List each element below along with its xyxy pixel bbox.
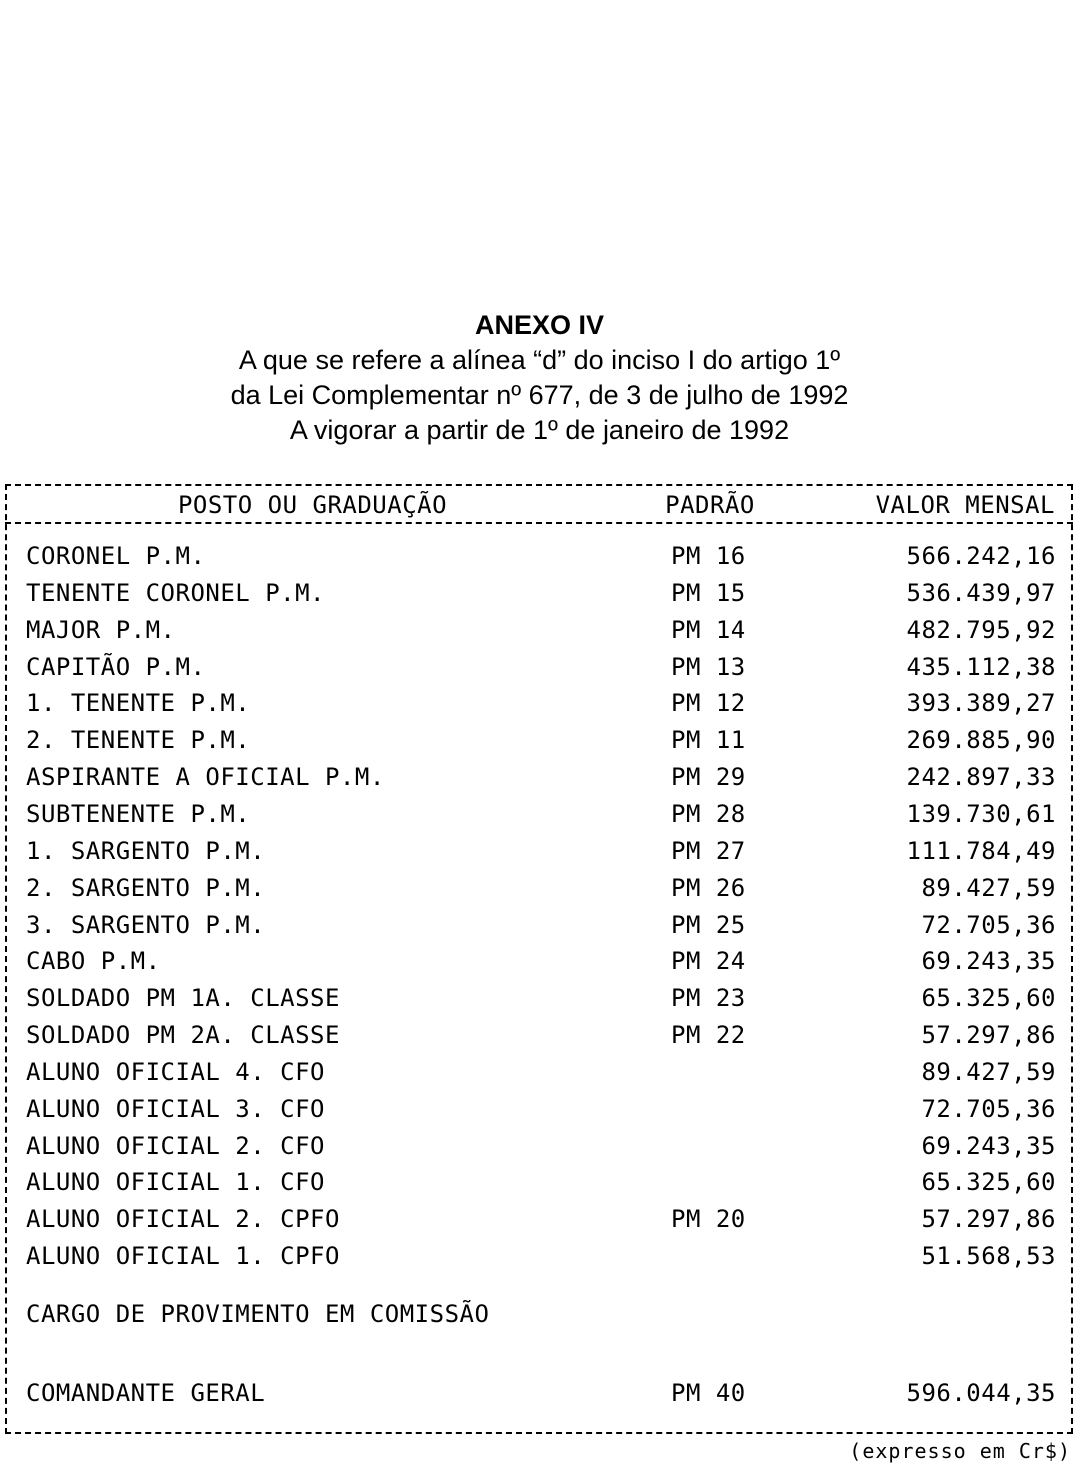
row-padrao: PM 27 <box>671 836 746 865</box>
section-label: CARGO DE PROVIMENTO EM COMISSÃO <box>26 1300 490 1328</box>
table-row <box>0 1054 1079 1090</box>
table-row <box>0 1375 1079 1411</box>
row-valor: 51.568,53 <box>921 1242 1056 1271</box>
table-row <box>0 575 1079 611</box>
row-posto: 2. TENENTE P.M. <box>26 726 251 755</box>
row-posto: 3. SARGENTO P.M. <box>26 910 266 939</box>
row-posto: COMANDANTE GERAL <box>26 1379 266 1407</box>
row-posto: 1. TENENTE P.M. <box>26 689 251 718</box>
row-padrao: PM 14 <box>671 615 746 644</box>
table-row <box>0 538 1079 574</box>
row-posto: SOLDADO PM 2A. CLASSE <box>26 1021 340 1050</box>
row-posto: MAJOR P.M. <box>26 615 176 644</box>
document-header <box>0 308 1079 448</box>
column-header-valor: VALOR MENSAL <box>875 491 1055 519</box>
row-posto: ALUNO OFICIAL 1. CPFO <box>26 1242 340 1271</box>
row-valor: 57.297,86 <box>921 1205 1056 1234</box>
table-row <box>0 943 1079 979</box>
table-row <box>0 796 1079 832</box>
header-effective-date-line: A vigorar a partir de 1º de janeiro de 1992 <box>289 415 790 445</box>
row-padrao: PM 29 <box>671 763 746 792</box>
row-posto: 1. SARGENTO P.M. <box>26 836 266 865</box>
row-posto: 2. SARGENTO P.M. <box>26 873 266 902</box>
row-posto: SOLDADO PM 1A. CLASSE <box>26 984 340 1013</box>
row-valor: 89.427,59 <box>921 1057 1056 1086</box>
header-divider <box>5 522 1073 524</box>
row-posto: ALUNO OFICIAL 1. CFO <box>26 1168 325 1197</box>
row-padrao: PM 16 <box>671 542 746 570</box>
annex-title: ANEXO IV <box>474 310 605 340</box>
row-padrao: PM 26 <box>671 873 746 902</box>
row-posto: ALUNO OFICIAL 3. CFO <box>26 1094 325 1123</box>
header-reference-line: A que se refere a alínea “d” do inciso I do artigo 1º <box>238 345 841 375</box>
row-valor: 242.897,33 <box>906 763 1056 792</box>
row-valor: 89.427,59 <box>921 873 1056 902</box>
currency-footnote: (expresso em Cr$) <box>849 1439 1071 1463</box>
row-valor: 69.243,35 <box>921 947 1056 976</box>
row-padrao: PM 11 <box>671 726 746 755</box>
row-padrao: PM 40 <box>671 1379 746 1407</box>
row-posto: CAPITÃO P.M. <box>26 652 206 681</box>
row-valor: 72.705,36 <box>921 910 1056 939</box>
row-padrao: PM 23 <box>671 984 746 1013</box>
row-valor: 72.705,36 <box>921 1094 1056 1123</box>
table-row <box>0 907 1079 943</box>
table-row <box>0 612 1079 648</box>
row-padrao: PM 20 <box>671 1205 746 1234</box>
row-posto: CABO P.M. <box>26 947 161 976</box>
row-posto: ALUNO OFICIAL 2. CPFO <box>26 1205 340 1234</box>
table-row <box>0 980 1079 1016</box>
row-posto: ALUNO OFICIAL 2. CFO <box>26 1131 325 1160</box>
row-valor: 139.730,61 <box>906 799 1056 828</box>
row-valor: 65.325,60 <box>921 1168 1056 1197</box>
row-padrao: PM 13 <box>671 652 746 681</box>
row-valor: 269.885,90 <box>906 726 1056 755</box>
row-padrao: PM 22 <box>671 1021 746 1050</box>
row-padrao: PM 28 <box>671 799 746 828</box>
table-row <box>0 649 1079 685</box>
table-row <box>0 1238 1079 1274</box>
row-valor: 65.325,60 <box>921 984 1056 1013</box>
table-row <box>0 685 1079 721</box>
row-padrao: PM 25 <box>671 910 746 939</box>
row-posto: TENENTE CORONEL P.M. <box>26 578 325 607</box>
row-valor: 566.242,16 <box>906 542 1056 570</box>
header-law-line: da Lei Complementar nº 677, de 3 de julho de 1992 <box>230 380 849 410</box>
table-row <box>0 833 1079 869</box>
row-valor: 69.243,35 <box>921 1131 1056 1160</box>
row-posto: CORONEL P.M. <box>26 542 206 570</box>
table-row <box>0 1091 1079 1127</box>
table-row <box>0 1128 1079 1164</box>
row-posto: ASPIRANTE A OFICIAL P.M. <box>26 763 385 792</box>
table-row <box>0 1164 1079 1200</box>
table-row <box>0 1017 1079 1053</box>
row-valor: 482.795,92 <box>906 615 1056 644</box>
table-row <box>0 1201 1079 1237</box>
row-padrao: PM 15 <box>671 578 746 607</box>
column-header-posto: POSTO OU GRADUAÇÃO <box>177 491 448 519</box>
table-row <box>0 870 1079 906</box>
row-padrao: PM 12 <box>671 689 746 718</box>
row-valor: 111.784,49 <box>906 836 1056 865</box>
row-valor: 57.297,86 <box>921 1021 1056 1050</box>
row-valor: 435.112,38 <box>906 652 1056 681</box>
row-posto: SUBTENENTE P.M. <box>26 799 251 828</box>
column-header-padrao: PADRÃO <box>665 491 755 519</box>
table-row <box>0 722 1079 758</box>
row-valor: 596.044,35 <box>906 1379 1056 1407</box>
row-valor: 393.389,27 <box>906 689 1056 718</box>
row-posto: ALUNO OFICIAL 4. CFO <box>26 1057 325 1086</box>
row-valor: 536.439,97 <box>906 578 1056 607</box>
row-padrao: PM 24 <box>671 947 746 976</box>
table-row <box>0 759 1079 795</box>
